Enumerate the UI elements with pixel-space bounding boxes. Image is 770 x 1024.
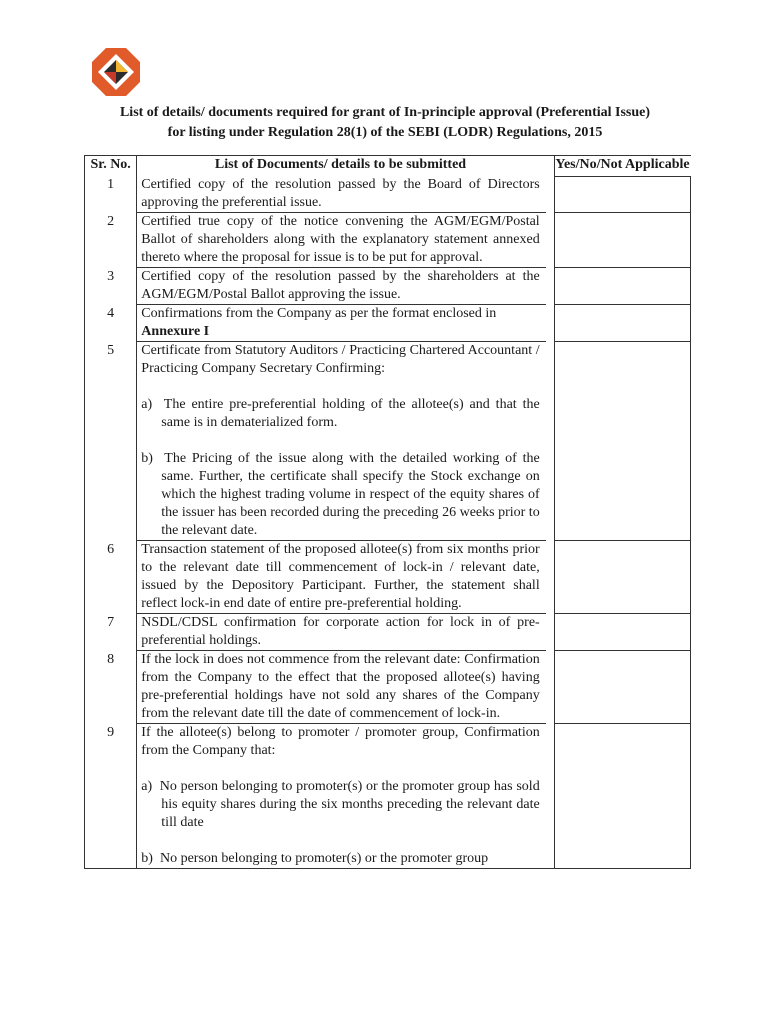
row-description (137, 541, 546, 614)
answer-cell[interactable] (554, 614, 690, 651)
table-header-row (85, 156, 691, 177)
col-header-answer: Yes/No/Not Applicable (554, 156, 690, 177)
table-row (85, 651, 691, 724)
col-header-docs: List of Documents/ details to be submitted (137, 156, 546, 177)
document-title-line1: List of details/ documents required for grant of In-principle approval (Preferential Issue) (119, 105, 651, 120)
row-number: 7 (85, 614, 137, 651)
row-description (137, 176, 546, 213)
answer-cell[interactable] (554, 651, 690, 724)
row-text: Certified true copy of the notice convening the AGM/EGM/Postal Ballot of shareholders along with the explanatory statement annexed thereto where the proposal for issue is to be put for approval. (141, 214, 540, 265)
answer-cell[interactable] (554, 724, 690, 869)
row-number: 5 (85, 342, 137, 541)
answer-cell[interactable] (554, 268, 690, 305)
row-text: Certified copy of the resolution passed by the shareholders at the AGM/EGM/Postal Ballot approving the issue. (141, 269, 540, 302)
answer-cell[interactable] (554, 541, 690, 614)
row-description (137, 342, 546, 541)
document-title-line2: for listing under Regulation 28(1) of the SEBI (LODR) Regulations, 2015 (167, 125, 603, 140)
documents-table (84, 155, 691, 869)
row-number: 6 (85, 541, 137, 614)
row-number: 8 (85, 651, 137, 724)
row-number: 9 (85, 724, 137, 869)
row-description (137, 213, 546, 268)
answer-cell[interactable] (554, 342, 690, 541)
answer-cell[interactable] (554, 213, 690, 268)
row-description (137, 724, 546, 869)
row-description (137, 268, 546, 305)
answer-cell[interactable] (554, 305, 690, 342)
table-row (85, 342, 691, 541)
row-subitem: a) The entire pre-preferential holding of the allotee(s) and that the same is in dematerialized form. (141, 397, 540, 430)
row-text: Certificate from Statutory Auditors / Practicing Chartered Accountant / Practicing Company Secretary Confirming: (141, 343, 540, 376)
table-row (85, 541, 691, 614)
row-number: 4 (85, 305, 137, 342)
table-row (85, 213, 691, 268)
row-description (137, 651, 546, 724)
table-row (85, 614, 691, 651)
col-header-sr: Sr. No. (85, 156, 137, 177)
row-subitem: b) The Pricing of the issue along with the detailed working of the same. Further, the certificate shall specify the Stock exchange on which the highest trading volume in respect of the equity shares of the issuer has been recorded during the preceding 26 weeks prior to the relevant date. (141, 451, 540, 538)
row-text: Certified copy of the resolution passed by the Board of Directors approving the preferential issue. (141, 177, 540, 210)
row-text: Transaction statement of the proposed allotee(s) from six months prior to the relevant date till commencement of lock-in / relevant date, issued by the Depository Participant. Further, the statement shall reflect lock-in end date of entire pre-preferential holding. (141, 542, 540, 611)
row-text: NSDL/CDSL confirmation for corporate action for lock in of pre-preferential holdings. (141, 615, 540, 648)
row-description (137, 614, 546, 651)
company-logo (90, 46, 142, 98)
row-text: Confirmations from the Company as per the format enclosed in (141, 306, 497, 321)
row-text: If the lock in does not commence from the relevant date: Confirmation from the Company to the effect that the proposed allotee(s) having pre-preferential holdings have not sold any shares of the Company from the relevant date till the date of commencement of lock-in. (141, 652, 540, 721)
row-number: 3 (85, 268, 137, 305)
table-row (85, 305, 691, 342)
row-subitem: b) No person belonging to promoter(s) or the promoter group (141, 851, 489, 866)
row-number: 2 (85, 213, 137, 268)
table-row (85, 176, 691, 213)
row-number: 1 (85, 176, 137, 213)
row-text: If the allotee(s) belong to promoter / promoter group, Confirmation from the Company that: (141, 725, 540, 758)
answer-cell[interactable] (554, 176, 690, 213)
row-description (137, 305, 546, 342)
table-row (85, 268, 691, 305)
row-bold-text: Annexure I (141, 324, 210, 339)
row-subitem: a) No person belonging to promoter(s) or the promoter group has sold his equity shares during the six months preceding the relevant date till date (141, 779, 540, 830)
table-row (85, 724, 691, 869)
